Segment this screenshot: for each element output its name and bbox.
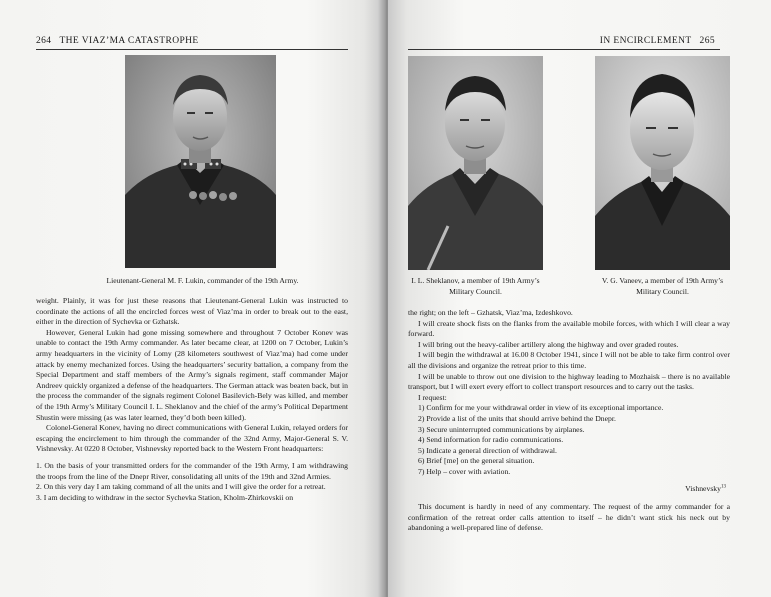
request-item: 1) Confirm for me your withdrawal order in view of its exceptional importance.	[418, 403, 664, 413]
footnote-ref: 13	[721, 483, 726, 489]
paragraph: weight. Plainly, it was for just these reasons that Lieutenant-General Lukin was instructed to coordinate the actions of all the encircled forces west of Viaz’ma in order to break out to the east, either in the direction of Sychevka or Gzhatsk.	[36, 296, 348, 327]
request-item: 4) Send information for radio communications.	[418, 435, 564, 445]
quote-line: I will be unable to throw out one division to the highway leading to Mozhaisk – there is no available transport, but I will exert every effort to collect transport resources and to carry out the tasks.	[408, 371, 730, 392]
request-item: 3) Secure uninterrupted communications by airplanes.	[418, 424, 585, 434]
request-item: 2) Provide a list of the units that should arrive behind the Dnepr.	[418, 413, 616, 423]
left-page-number: 264	[36, 36, 52, 46]
paragraph: Colonel-General Konev, having no direct communications with General Lukin, relayed orders for escaping the encirclement to him through the commander of the 32nd Army, Major-General S. V. Vishnevsky. At 0220 8 October, Vishnevsky reported back to the Western Front headquarters:	[36, 423, 348, 454]
right-running-title: IN ENCIRCLEMENT	[599, 36, 692, 46]
paragraph: However, General Lukin had gone missing somewhere and throughout 7 October Konev was unable to contact the 19th Army commander. As later became clear, at 1200 on 7 October, Lukin’s army headquarters in the vicinity of Lomy (28 kilometers southwest of Viaz’ma) had come under attack by enemy mechanized forces. Using the headquarters’ security battalion, a company from the Special Department and staff members of the Army’s signals regiment, staff commander Major Andreev quickly organized a defense of the headquarters. The German attack was beaten back, but in the process the commander of the signals regiment Colonel Basilevich-Bely was killed, and member of the 19th Army’s Military Council I. L. Sheklanov and the chief of the army’s Political Department Shustin were missing (as was later learned, they’d both been killed).	[36, 327, 348, 422]
left-running-title: THE VIAZ’MA CATASTROPHE	[59, 36, 199, 46]
signature	[408, 484, 730, 495]
left-running-head	[36, 36, 199, 46]
request-item: 5) Indicate a general direction of withdrawal.	[418, 445, 557, 455]
right-page-number: 265	[699, 36, 715, 46]
quote-item: 1. On the basis of your transmitted orders for the commander of the 19th Army, I am withdrawing the troops from the line of the Dnepr River, consolidating all units of the 19th and 32nd Armies.	[36, 460, 348, 481]
quote-line: I will bring out the heavy-caliber artillery along the highway and over graded routes.	[418, 339, 679, 349]
quote-line: I will begin the withdrawal at 16.00 8 October 1941, since I will not be able to take firm control over all the divisions and organize the retreat prior to this time.	[408, 350, 730, 370]
request-item: 7) Help – cover with aviation.	[418, 466, 511, 476]
sheklanov-photo-caption: I. L. Sheklanov, a member of 19th Army’s Military Council.	[411, 276, 540, 296]
sheklanov-portrait-photo	[408, 56, 543, 270]
left-header-rule	[36, 49, 348, 50]
lukin-portrait-photo	[125, 55, 276, 268]
quote-item: 3. I am deciding to withdraw in the sector Sychevka Station, Kholm-Zhirkovskii on	[36, 492, 294, 502]
signature-name: Vishnevsky	[685, 483, 721, 493]
vaneev-photo-caption: V. G. Vaneev, a member of 19th Army’s Military Council.	[601, 276, 724, 296]
quote-item: 2. On this very day I am taking command of all the units and I will give the order for a retreat.	[36, 482, 326, 492]
right-body-text	[408, 308, 730, 534]
vaneev-portrait-photo	[595, 56, 730, 270]
quote-line: I will create shock fists on the flanks from the available mobile forces, with which I will clear a way forward.	[408, 318, 730, 339]
lukin-photo-caption: Lieutenant-General M. F. Lukin, commander of the 19th Army.	[106, 276, 299, 285]
right-header-rule	[408, 49, 720, 50]
quote-line: I request:	[418, 392, 447, 402]
closing-paragraph: This document is hardly in need of any commentary. The request of the army commander for a confirmation of the retreat order calls attention to itself – he didn’t want stick his neck out by abandoning a well-prepared line of defense.	[408, 502, 730, 533]
right-running-head	[600, 36, 715, 46]
left-page	[0, 0, 383, 597]
left-body-text	[36, 296, 348, 503]
right-page	[388, 0, 771, 597]
request-item: 6) Brief [me] on the general situation.	[418, 456, 535, 466]
quote-line: the right; on the left – Gzhatsk, Viaz’ma, Izdeshkovo.	[408, 308, 573, 317]
